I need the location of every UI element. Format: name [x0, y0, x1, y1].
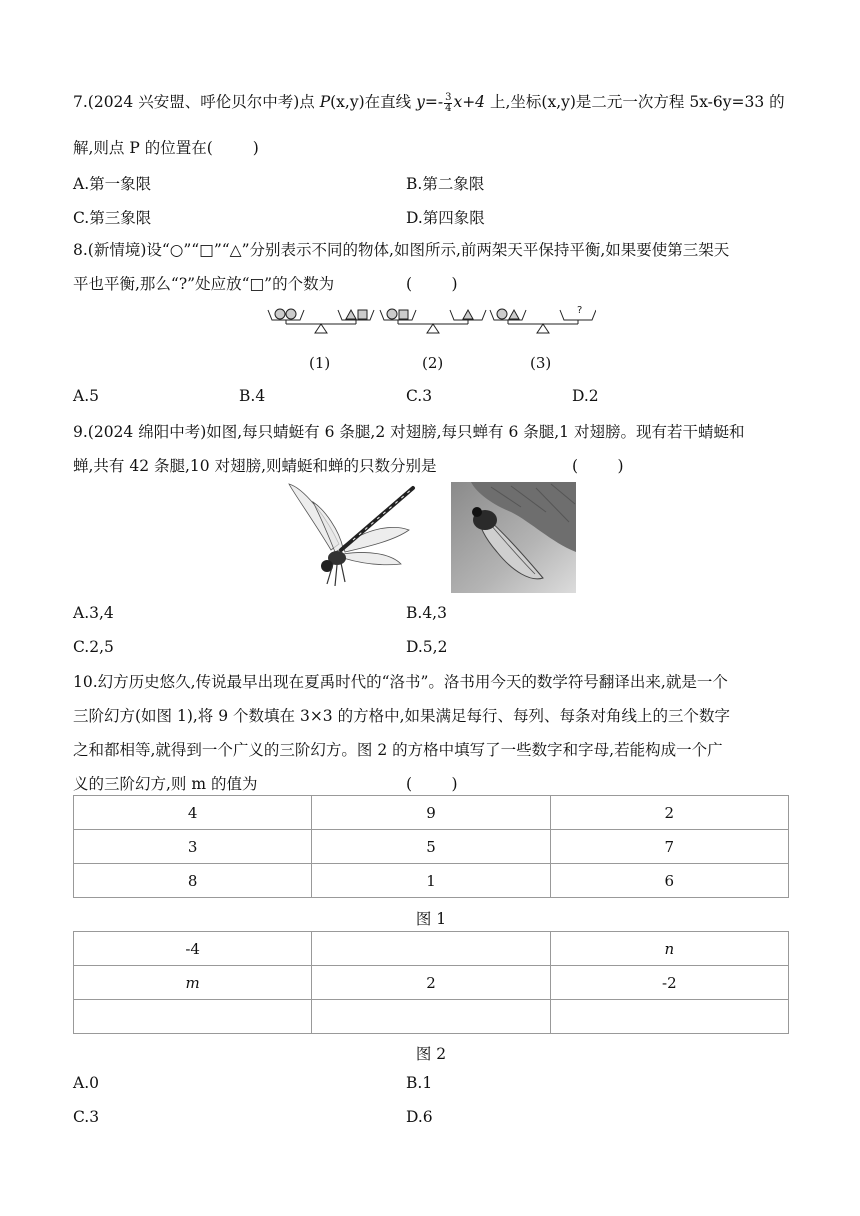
q9-option-c[interactable]: C.2,5 [73, 638, 114, 656]
table-cell: -4 [74, 932, 312, 966]
q7-option-d[interactable]: D.第四象限 [406, 209, 485, 227]
q7-options-row1 [73, 172, 789, 192]
q10-option-c[interactable]: C.3 [73, 1108, 100, 1126]
table-cell [312, 932, 550, 966]
table-row [74, 796, 789, 830]
balance-scale-2 [380, 309, 486, 333]
table-cell [74, 1000, 312, 1034]
figure-2-caption: 图 2 [415, 1045, 447, 1063]
q7-option-c[interactable]: C.第三象限 [73, 209, 152, 227]
q9-stem-line1: 9.(2024 绵阳中考)如图,每只蜻蜓有 6 条腿,2 对翅膀,每只蝉有 6 条腿,1 对翅膀。现有若干蜻蜓和 [73, 423, 745, 441]
q7-stem-line2: 解,则点 P 的位置在( ) [73, 139, 259, 157]
q10-option-a[interactable]: A.0 [73, 1074, 99, 1092]
q10-stem-line2: 三阶幻方(如图 1),将 9 个数填在 3×3 的方格中,如果满足每行、每列、每条对角线上的三个数字 [73, 707, 731, 725]
table-cell: m [74, 966, 312, 1000]
q7-option-b[interactable]: B.第二象限 [406, 175, 485, 193]
table-cell: 2 [312, 966, 550, 1000]
q8-stem-line1: 8.(新情境)设“○”“□”“△”分别表示不同的物体,如图所示,前两架天平保持平衡,如果要使第三架天 [73, 241, 730, 259]
table-cell: 3 [74, 830, 312, 864]
table-row [74, 966, 789, 1000]
circle-object-icon [387, 309, 397, 319]
table-row [74, 1000, 789, 1034]
table-row [74, 932, 789, 966]
q7-option-a[interactable]: A.第一象限 [73, 175, 152, 193]
q7-options-row2 [73, 206, 789, 226]
q9-option-d[interactable]: D.5,2 [406, 638, 448, 656]
q10-answer-paren: ( ) [406, 775, 458, 793]
magic-square-figure-1 [73, 795, 789, 898]
table-cell: 9 [312, 796, 550, 830]
q8-option-c[interactable]: C.3 [406, 387, 433, 405]
square-object-icon [399, 310, 408, 319]
q9-option-a[interactable]: A.3,4 [73, 604, 114, 622]
circle-object-icon [275, 309, 285, 319]
cicada-image [451, 482, 576, 593]
q7-stem-line1: 7.(2024 兴安盟、呼伦贝尔中考)点 P(x,y)在直线 y=- $\frac{3}{4}$ x+4 上,坐标(x,y)是二元一次方程 5x-6y=33 的 [73, 91, 785, 114]
q8-option-b[interactable]: B.4 [239, 387, 266, 405]
q9-options-row1 [73, 604, 789, 624]
q10-options-row1 [73, 1074, 789, 1094]
q9-options-row2 [73, 638, 789, 658]
scale-label-2: (2) [422, 354, 444, 372]
dragonfly-image [283, 480, 419, 592]
scale-label-1: (1) [309, 354, 331, 372]
q8-stem-line2: 平也平衡,那么“?”处应放“□”的个数为 ( ) [73, 275, 458, 293]
table-cell: 8 [74, 864, 312, 898]
table-cell: 5 [312, 830, 550, 864]
q9-answer-paren: ( ) [572, 457, 624, 475]
magic-square-figure-2 [73, 931, 789, 1034]
square-object-icon [358, 310, 367, 319]
table-cell: 2 [550, 796, 788, 830]
q10-option-d[interactable]: D.6 [406, 1108, 433, 1126]
q10-option-b[interactable]: B.1 [406, 1074, 433, 1092]
q10-stem-line3: 之和都相等,就得到一个广义的三阶幻方。图 2 的方格中填写了一些数字和字母,若能构成一个广 [73, 741, 723, 759]
circle-object-icon [497, 309, 507, 319]
table-cell: n [550, 932, 788, 966]
table-cell: 7 [550, 830, 788, 864]
table-row [74, 864, 789, 898]
triangle-object-icon [509, 310, 519, 319]
fraction-three-quarters: $\frac{3}{4}$ [445, 91, 452, 114]
q9-option-b[interactable]: B.4,3 [406, 604, 447, 622]
table-row [74, 830, 789, 864]
balance-scales-figure [266, 302, 596, 344]
triangle-object-icon [463, 310, 473, 319]
q10-stem-line4: 义的三阶幻方,则 m 的值为 ( ) [73, 775, 458, 793]
q8-option-a[interactable]: A.5 [73, 387, 99, 405]
table-cell: 6 [550, 864, 788, 898]
q10-options-row2 [73, 1108, 789, 1128]
q8-answer-paren: ( ) [406, 275, 458, 293]
table-cell [312, 1000, 550, 1034]
circle-object-icon [286, 309, 296, 319]
table-cell: 4 [74, 796, 312, 830]
scale-label-3: (3) [530, 354, 552, 372]
q9-stem-line2: 蝉,共有 42 条腿,10 对翅膀,则蜻蜓和蝉的只数分别是 ( ) [73, 457, 624, 475]
balance-scale-1 [268, 309, 374, 333]
figure-1-caption: 图 1 [415, 910, 447, 928]
q8-options-row [73, 387, 789, 407]
table-cell [550, 1000, 788, 1034]
table-cell: -2 [550, 966, 788, 1000]
q8-option-d[interactable]: D.2 [572, 387, 599, 405]
table-cell: 1 [312, 864, 550, 898]
q10-stem-line1: 10.幻方历史悠久,传说最早出现在夏禹时代的“洛书”。洛书用今天的数学符号翻译出来,就是一个 [73, 673, 728, 691]
question-mark-label: ? [577, 305, 583, 316]
triangle-object-icon [346, 310, 356, 319]
